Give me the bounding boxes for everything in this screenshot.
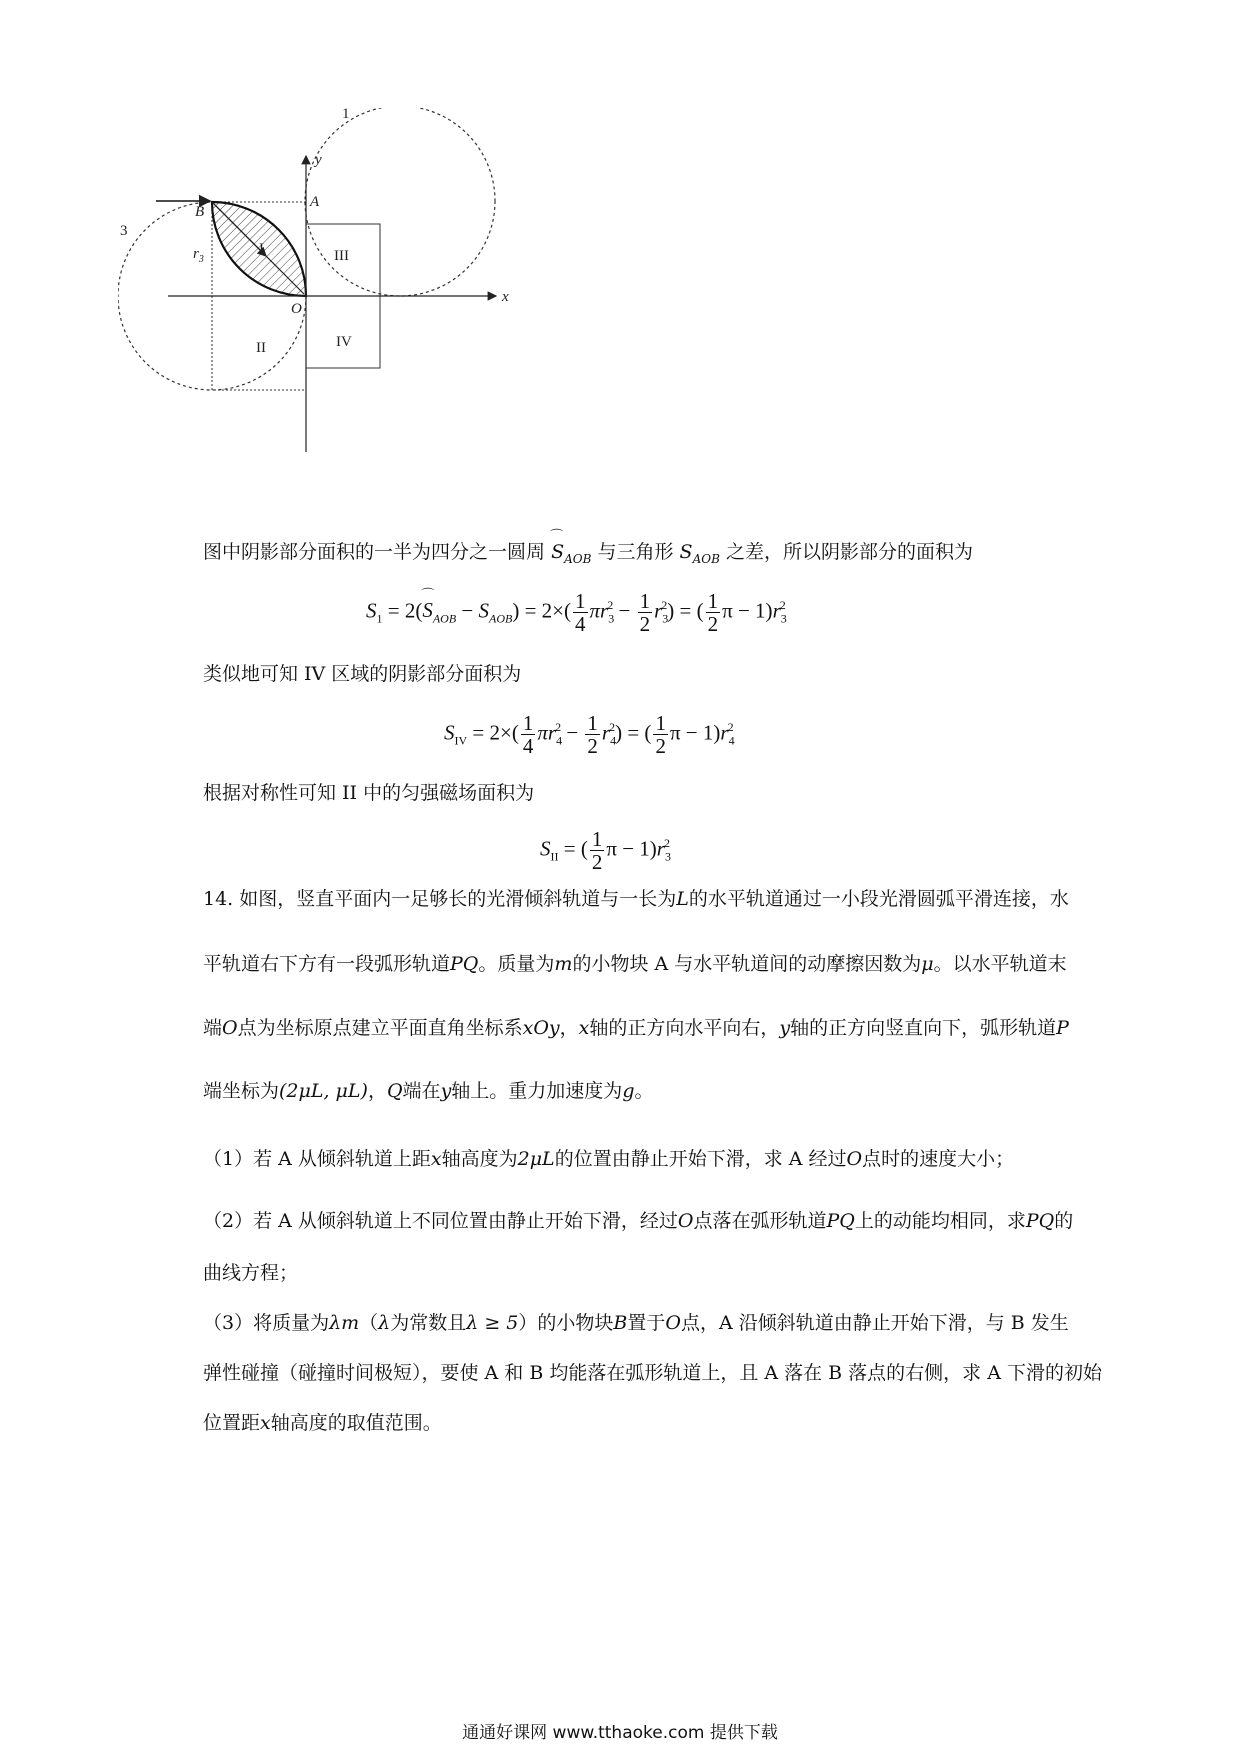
point-o-label: O (291, 301, 302, 317)
r3-label: $r_3$ (193, 246, 204, 265)
formula-s1: $S_1$ = 2(⌒ $S_{AOB} - S_{AOB}) = 2\times$( $\frac{1}{4}$ $\pi r_3^2$ − $\frac{1}{2}$ $r_3^2$) = ( $\frac{1}{2}$ $\pi - 1)r_3^2$ (366, 590, 786, 635)
q14-line-2: 平轨道右下方有一段弧形轨道PQ。质量为m的小物块 A 与水平轨道间的动摩擦因数为μ。以水平轨道末 (203, 953, 1067, 975)
paragraph-region-ii: 根据对称性可知 II 中的匀强磁场面积为 (203, 782, 535, 804)
formula-s2: $S_{II}$ = ( $\frac{1}{2}$ $\pi - 1)r_3^2$ (540, 827, 671, 874)
page-footer: 通通好课网 www.tthaoke.com 提供下载 (462, 1723, 778, 1743)
circle-3-label: 3 (120, 223, 128, 239)
circle-1-label: 1 (342, 108, 350, 122)
paragraph-region-iv: 类似地可知 IV 区域的阴影部分面积为 (203, 663, 522, 685)
p1-triangle-symbol: S (679, 541, 693, 563)
paragraph-shaded-area (203, 539, 973, 572)
q14-line-1: 14. 如图，竖直平面内一足够长的光滑倾斜轨道与一长为L的水平轨道通过一小段光滑圆弧平滑连接，水 (203, 888, 1069, 910)
q14-part-3: （3）将质量为λm（λ为常数且λ ≥ 5）的小物块B置于O点，A 沿倾斜轨道由静止开始下滑，与 B 发生 (203, 1312, 1069, 1334)
point-b-label: B (195, 204, 205, 220)
formula-s4: $S_{IV} = 2\times$( $\frac{1}{4}$ $\pi r_4^2$ − $\frac{1}{2}$ $r_4^2$) = ( $\frac{1}{2}$ $\pi - 1)r_4^2$ (444, 711, 735, 758)
circle-1 (305, 108, 495, 296)
p1-text-c: 之差，所以阴影部分的面积为 (725, 541, 973, 563)
axis-y-label: y (315, 152, 322, 168)
q14-part-3-line-2: 弹性碰撞（碰撞时间极短），要使 A 和 B 均能落在弧形轨道上，且 A 落在 B 落点的右侧，求 A 下滑的初始 (203, 1362, 1102, 1384)
region-box-iv (306, 296, 380, 368)
p1-triangle-sub: AOB (692, 551, 720, 566)
region-ii-label: II (256, 340, 266, 356)
q14-part-3-line-3: 位置距x轴高度的取值范围。 (203, 1412, 442, 1434)
p1-sector-symbol: ⌒ S (551, 539, 564, 565)
q14-part-2-line-2: 曲线方程； (203, 1262, 299, 1284)
point-a-label: A (310, 194, 320, 210)
q14-part-1: （1）若 A 从倾斜轨道上距x轴高度为2μL的位置由静止开始下滑，求 A 经过O点时的速度大小； (203, 1148, 1015, 1170)
region-iv-label: IV (336, 334, 352, 350)
q14-part-2: （2）若 A 从倾斜轨道上不同位置由静止开始下滑，经过O点落在弧形轨道PQ上的动能均相同，求PQ的 (203, 1210, 1074, 1232)
q14-line-3: 端O点为坐标原点建立平面直角坐标系xOy，x轴的正方向水平向右，y轴的正方向竖直向下，弧形轨道P (203, 1017, 1069, 1039)
axis-x-label: x (502, 289, 509, 305)
p1-sector-sub: AOB (564, 551, 592, 566)
region-iii-label: III (334, 248, 349, 264)
magnetic-field-diagram (118, 108, 578, 468)
p1-text-a: 图中阴影部分面积的一半为四分之一圆周 (203, 541, 546, 563)
q14-line-4: 端坐标为(2μL, μL)，Q端在y轴上。重力加速度为g。 (203, 1080, 654, 1102)
p1-text-b: 与三角形 (597, 541, 674, 563)
region-i-label: I (259, 241, 264, 257)
